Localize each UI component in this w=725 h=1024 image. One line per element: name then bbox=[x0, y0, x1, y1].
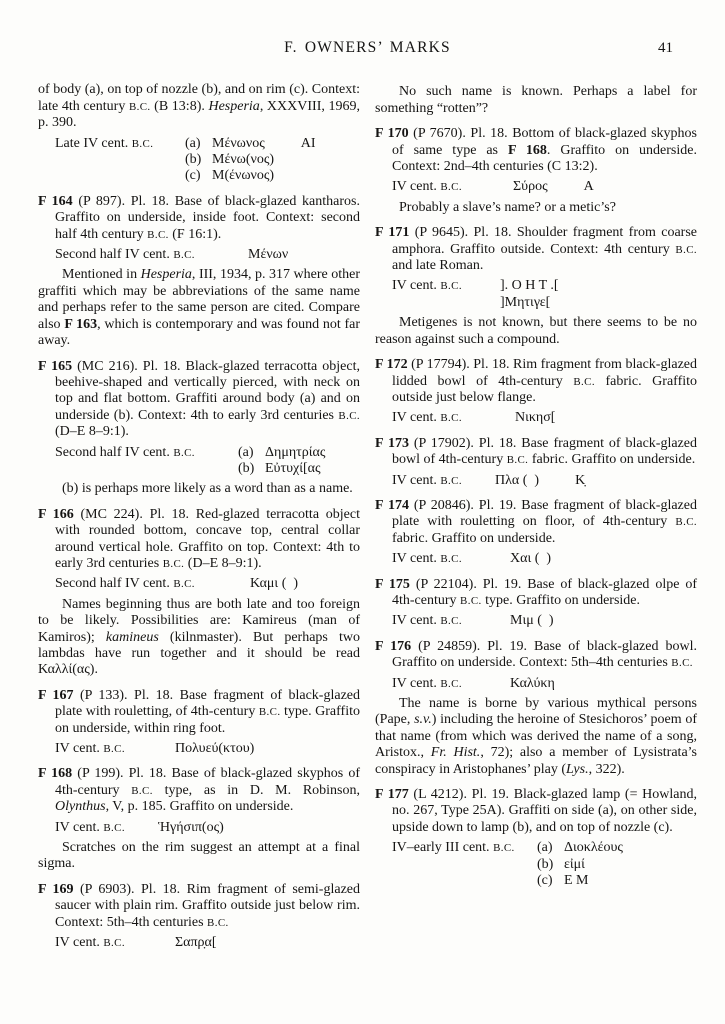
text-run: Lys. bbox=[566, 761, 589, 777]
catalog-entry bbox=[375, 436, 697, 469]
graffito-text bbox=[510, 676, 555, 692]
text-run: Second half IV cent. bbox=[55, 576, 174, 592]
graffito-block bbox=[375, 613, 697, 629]
text-run: (b) is perhaps more likely as a word than as a name. bbox=[62, 481, 353, 497]
text-run: B.C. bbox=[128, 100, 151, 113]
graffito-tag: (a) bbox=[537, 840, 553, 856]
greek-graffito: Πολυεύ(κτου) bbox=[175, 741, 255, 757]
text-run: (P 6903). Pl. 18. Rim fragment of semi-glazed saucer with plain rim. Graffito outside just below rim. Context: 5th–4th centuries bbox=[55, 881, 360, 930]
catalog-entry bbox=[38, 194, 360, 243]
text-run: (P 133). Pl. 18. Base fragment of black-glazed plate with rouletting, of 4th-century bbox=[55, 687, 360, 720]
text-run: (P 7670). Pl. 18. Bottom of black-glazed skyphos of same type as bbox=[392, 126, 697, 158]
graffito-text bbox=[500, 295, 550, 311]
text-run: F 170 bbox=[375, 126, 409, 142]
catalog-entry bbox=[375, 577, 697, 610]
page-title: F. OWNERS’ MARKS bbox=[284, 39, 451, 56]
text-run: (P 22104). Pl. 19. Base of black-glazed olpe of 4th-century bbox=[392, 576, 697, 608]
text-run: (F 16:1). bbox=[168, 226, 222, 242]
greek-graffito: Μιμ ( ) bbox=[510, 613, 554, 629]
text-run: B.C. bbox=[460, 594, 482, 607]
text-run: IV cent. bbox=[392, 278, 441, 294]
greek-graffito: ]. Ο Η Τ .[ bbox=[500, 278, 559, 294]
date-label bbox=[55, 445, 195, 461]
text-run: (P 24859). Pl. 19. Base of black-glazed bowl. Graffito on underside. Context: 5th–4th centuries bbox=[392, 638, 697, 671]
text-run: Late IV cent. bbox=[55, 135, 132, 151]
text-run: F 166 bbox=[38, 506, 74, 522]
date-label bbox=[55, 820, 125, 836]
graffito-block bbox=[38, 935, 360, 951]
text-run: B.C. bbox=[131, 784, 153, 797]
graffito-extra: Α bbox=[583, 179, 594, 195]
graffito-block bbox=[38, 445, 360, 478]
greek-graffito: Καμι ( ) bbox=[250, 576, 299, 592]
text-run: . Graffito on underside. Context: 2nd–4th centuries (C 13:2). bbox=[392, 142, 697, 175]
graffito-text bbox=[537, 840, 623, 856]
greek-graffito: Μένων bbox=[248, 247, 289, 263]
greek-graffito: Διοκλέους bbox=[564, 840, 623, 856]
catalog-entry bbox=[38, 688, 360, 737]
text-run: The name is borne by various mythical persons (Pape, bbox=[375, 696, 697, 728]
greek-graffito: Ε Μ bbox=[564, 873, 589, 889]
text-run: Fr. Hist. bbox=[430, 745, 481, 761]
graffito-tag: (c) bbox=[537, 873, 553, 889]
text-run: Olynthus bbox=[55, 799, 106, 815]
greek-graffito: ]Μητιγε[ bbox=[500, 294, 551, 310]
catalog-entry bbox=[38, 359, 360, 441]
graffito-extra: Κ̣ bbox=[575, 472, 586, 488]
greek-graffito: Καλύκη bbox=[510, 675, 555, 691]
graffito-row bbox=[375, 676, 697, 692]
text-run: , V, p. 185. Graffito on underside. bbox=[105, 799, 294, 815]
text-run: F 168 bbox=[38, 766, 73, 782]
graffito-text bbox=[185, 168, 274, 184]
graffito-text bbox=[510, 613, 554, 629]
text-run: fabric. Graffito outside just below flange. bbox=[392, 373, 698, 405]
comment-paragraph bbox=[375, 84, 697, 117]
text-run: F 171 bbox=[375, 225, 410, 241]
text-run: F 175 bbox=[375, 576, 410, 592]
graffito-tag: (b) bbox=[537, 856, 554, 872]
comment-paragraph bbox=[375, 696, 697, 778]
text-run: , III, 1934, p. 317 where other graffiti which may be abbreviations of the same name and perhaps refer to the same person are cited. Compare also bbox=[38, 267, 361, 332]
graffito-tag: (a) bbox=[238, 444, 254, 460]
text-run: B.C. bbox=[573, 375, 595, 388]
text-run: B.C. bbox=[131, 137, 154, 150]
catalog-entry bbox=[38, 507, 360, 573]
text-run: No such name is known. Perhaps a label for something “rotten”? bbox=[375, 84, 697, 116]
comment-paragraph bbox=[38, 597, 360, 679]
left-column bbox=[38, 82, 360, 955]
catalog-entry bbox=[375, 126, 697, 175]
catalog-entry bbox=[375, 357, 697, 406]
graffito-extra: ΑΙ bbox=[300, 135, 316, 151]
catalog-entry bbox=[375, 787, 697, 836]
text-run: B.C. bbox=[173, 249, 195, 262]
catalog-entry bbox=[375, 639, 697, 672]
text-run: Mentioned in bbox=[62, 267, 141, 283]
graffito-row bbox=[375, 857, 697, 873]
text-run: B.C. bbox=[103, 821, 125, 834]
text-run: (D–E 8–9:1). bbox=[184, 555, 262, 571]
graffito-row bbox=[375, 179, 697, 195]
text-run: B.C. bbox=[440, 181, 462, 194]
text-run: (P 897). Pl. 18. Base of black-glazed kantharos. Graffito on underside, inside foot. Context: second half 4th century bbox=[55, 193, 360, 242]
text-run: B.C. bbox=[440, 280, 462, 293]
text-run: IV cent. bbox=[392, 179, 441, 195]
text-run: Probably a slave’s name? or a metic’s? bbox=[399, 199, 616, 215]
text-run: B.C. bbox=[440, 553, 462, 566]
text-run: B.C. bbox=[671, 657, 693, 670]
catalog-entry bbox=[375, 498, 697, 547]
text-run: F 164 bbox=[38, 193, 73, 209]
text-run: IV cent. bbox=[55, 741, 104, 757]
comment-paragraph bbox=[375, 200, 697, 216]
greek-graffito: Μένωνος bbox=[212, 135, 265, 151]
graffito-block bbox=[375, 840, 697, 889]
text-run: F 173 bbox=[375, 435, 409, 451]
text-run: (D–E 8–9:1). bbox=[55, 424, 129, 440]
date-label bbox=[392, 278, 462, 294]
graffito-block bbox=[38, 741, 360, 757]
text-run: (P 17902). Pl. 18. Base fragment of black-glazed bowl of 4th-century bbox=[392, 435, 697, 468]
text-run: (kilnmaster). But perhaps two lambdas have run together and it should be read Καλλί(ας). bbox=[38, 629, 361, 678]
text-run: , 322). bbox=[588, 761, 625, 777]
graffito-block bbox=[375, 410, 697, 426]
graffito-text bbox=[238, 461, 321, 477]
text-run: B.C. bbox=[675, 516, 697, 529]
greek-graffito: Μένω(νος) bbox=[212, 152, 275, 168]
graffito-row bbox=[38, 461, 360, 477]
text-run: Hesperia bbox=[140, 267, 192, 283]
date-label bbox=[392, 473, 462, 489]
text-run: fabric. Graffito on underside. bbox=[392, 530, 556, 546]
graffito-text bbox=[248, 247, 288, 263]
greek-graffito: Σαπρ̣α[ bbox=[175, 935, 217, 951]
graffito-text bbox=[158, 820, 224, 836]
greek-graffito: Σύρος bbox=[513, 179, 548, 195]
graffito-text bbox=[185, 136, 316, 152]
comment-paragraph bbox=[38, 267, 360, 349]
date-label bbox=[392, 840, 515, 856]
text-run: (MC 216). Pl. 18. Black-glazed terracotta object, beehive-shaped and vertically pierced, with neck on top and flat bottom. Graffiti around body (a) and on underside (b). Context: 4th to early 3rd centuries bbox=[55, 358, 360, 423]
text-run: (P 17794). Pl. 18. Rim fragment from black-glazed lidded bowl of 4th-century bbox=[392, 357, 697, 389]
text-run: (MC 224). Pl. 18. Red-glazed terracotta object with rounded bottom, concave top, central collar around vertical hole. Graffito on top. Context: 4th to early 3rd centuries bbox=[55, 506, 360, 571]
graffito-row bbox=[375, 473, 697, 489]
text-run: IV cent. bbox=[392, 613, 441, 629]
graffito-text bbox=[500, 278, 559, 294]
text-run: B.C. bbox=[147, 228, 169, 241]
graffito-row bbox=[375, 551, 697, 567]
graffito-text bbox=[495, 473, 585, 489]
graffito-row bbox=[375, 840, 697, 856]
text-run: B.C. bbox=[440, 615, 462, 628]
text-run: F 167 bbox=[38, 687, 74, 703]
date-label bbox=[392, 676, 462, 692]
text-run: (P 199). Pl. 18. Base of black-glazed skyphos of 4th-century bbox=[55, 766, 360, 798]
two-column-text bbox=[38, 82, 697, 955]
graffito-row bbox=[38, 445, 360, 461]
text-run: , 72); also a member of Lysistrata’s conspiracy in Aristophanes’ play ( bbox=[375, 745, 697, 777]
text-run: IV cent. bbox=[55, 935, 104, 951]
text-run: B.C. bbox=[258, 706, 281, 719]
text-run: F 169 bbox=[38, 881, 74, 897]
text-run: ) including the heroine of Stesichoros’ poem of that name (from which was derived the name of a song, Aristox., bbox=[375, 712, 697, 761]
date-label bbox=[392, 179, 462, 195]
graffito-block bbox=[375, 179, 697, 195]
graffito-tag: (a) bbox=[185, 135, 201, 151]
date-label bbox=[392, 410, 462, 426]
text-run: Names beginning thus are both late and too foreign to be likely. Possibilities are: Kamireus (man of Kamiros); bbox=[38, 596, 360, 645]
graffito-row bbox=[375, 873, 697, 889]
comment-paragraph bbox=[375, 315, 697, 348]
graffito-row bbox=[38, 820, 360, 836]
text-run: F 176 bbox=[375, 638, 412, 654]
date-label bbox=[55, 741, 125, 757]
graffito-row bbox=[38, 576, 360, 592]
graffito-row bbox=[38, 935, 360, 951]
graffito-block bbox=[375, 676, 697, 692]
graffito-text bbox=[175, 935, 217, 951]
graffito-text bbox=[510, 551, 551, 567]
text-run: B.C. bbox=[440, 677, 462, 690]
text-run: B.C. bbox=[338, 409, 360, 422]
text-run: IV cent. bbox=[392, 472, 441, 488]
date-label bbox=[392, 551, 462, 567]
text-run: (L 4212). Pl. 19. Black-glazed lamp (= Howland, no. 267, Type 25A). Graffiti on side (a), on other side, upside down to lamp (b), and on top of nozzle (c). bbox=[392, 787, 697, 835]
graffito-text bbox=[238, 445, 325, 461]
text-run: type. Graffito on underside, within ring foot. bbox=[55, 704, 360, 736]
text-run: (P 20846). Pl. 19. Base fragment of black-glazed plate with rouletting on floor, of 4th-century bbox=[392, 497, 697, 530]
graffito-row bbox=[38, 168, 360, 184]
text-run: type. Graffito on underside. bbox=[481, 592, 641, 608]
greek-graffito: Μ(ένωνος) bbox=[212, 168, 275, 184]
text-run: (B 13:8). bbox=[150, 98, 209, 114]
graffito-row bbox=[38, 136, 360, 152]
graffito-text bbox=[537, 873, 589, 889]
text-run: IV–early III cent. bbox=[392, 840, 494, 856]
text-run: Scratches on the rim suggest an attempt at a final sigma. bbox=[38, 840, 360, 872]
graffito-row bbox=[375, 278, 697, 294]
text-run: Metigenes is not known, but there seems to be no reason against such a compound. bbox=[375, 315, 697, 347]
graffito-block bbox=[375, 473, 697, 489]
greek-graffito: εἰμί bbox=[564, 856, 585, 872]
text-run: (P 9645). Pl. 18. Shoulder fragment from coarse amphora. Graffito outside. Context: 4th century bbox=[392, 225, 697, 257]
graffito-block bbox=[38, 576, 360, 592]
text-run: F 172 bbox=[375, 357, 408, 373]
text-run: kamineus bbox=[105, 629, 159, 645]
greek-graffito: Πλα ( ) bbox=[495, 472, 540, 488]
graffito-text bbox=[515, 410, 555, 426]
greek-graffito: Δημητρίας bbox=[265, 444, 326, 460]
text-run: , XXXVIII, 1969, p. 390. bbox=[38, 98, 360, 131]
graffito-block bbox=[375, 551, 697, 567]
text-run: F 174 bbox=[375, 497, 409, 513]
text-run: IV cent. bbox=[55, 819, 104, 835]
greek-graffito: Εὐτυχί[ας bbox=[265, 460, 321, 476]
text-run: F 163 bbox=[64, 316, 98, 332]
text-run: of body (a), on top of nozzle (b), and on rim (c). Context: late 4th century bbox=[38, 82, 360, 114]
text-run: s.v. bbox=[414, 712, 432, 728]
graffito-row bbox=[375, 410, 697, 426]
graffito-block bbox=[38, 820, 360, 836]
comment-paragraph bbox=[38, 840, 360, 873]
text-run: B.C. bbox=[675, 243, 697, 256]
greek-graffito: Χαι ( ) bbox=[510, 551, 552, 567]
text-run: B.C. bbox=[162, 557, 185, 570]
graffito-text bbox=[175, 741, 254, 757]
graffito-tag: (b) bbox=[238, 460, 255, 476]
catalog-entry bbox=[38, 882, 360, 931]
text-run: B.C. bbox=[103, 937, 125, 950]
graffito-row bbox=[38, 741, 360, 757]
greek-graffito: Ἡγήσιπ(ος) bbox=[158, 819, 224, 835]
text-run: and late Roman. bbox=[392, 258, 484, 274]
text-run: Second half IV cent. bbox=[55, 444, 174, 460]
page-number: 41 bbox=[658, 40, 673, 56]
date-label bbox=[55, 247, 195, 263]
graffito-tag: (c) bbox=[185, 168, 201, 184]
text-run: IV cent. bbox=[392, 410, 441, 426]
greek-graffito: Νικησ[ bbox=[515, 410, 556, 426]
graffito-row bbox=[375, 613, 697, 629]
text-run: B.C. bbox=[506, 454, 529, 467]
text-run: type, as in D. M. Robinson, bbox=[152, 782, 361, 798]
text-run: F 168 bbox=[507, 142, 547, 158]
catalog-entry bbox=[375, 225, 697, 274]
text-run: IV cent. bbox=[392, 675, 441, 691]
text-run: B.C. bbox=[173, 578, 195, 591]
text-run: Second half IV cent. bbox=[55, 247, 174, 263]
page-header bbox=[38, 40, 697, 56]
graffito-text bbox=[537, 857, 585, 873]
right-column bbox=[375, 82, 697, 955]
graffito-row bbox=[375, 295, 697, 311]
text-run: IV cent. bbox=[392, 551, 441, 567]
text-run: Hesperia bbox=[208, 98, 260, 114]
text-run: B.C. bbox=[207, 916, 229, 929]
text-run: B.C. bbox=[173, 446, 195, 459]
text-run: F 177 bbox=[375, 787, 409, 803]
date-label bbox=[392, 613, 462, 629]
date-label bbox=[55, 935, 125, 951]
text-run: B.C. bbox=[493, 842, 515, 855]
continuation-paragraph bbox=[38, 82, 360, 131]
graffito-text bbox=[185, 152, 274, 168]
catalog-entry bbox=[38, 766, 360, 815]
graffito-block bbox=[38, 136, 360, 185]
text-run: fabric. Graffito on underside. bbox=[528, 452, 696, 468]
graffito-row bbox=[38, 247, 360, 263]
text-run: B.C. bbox=[103, 743, 125, 756]
text-run: B.C. bbox=[440, 474, 462, 487]
graffito-text bbox=[513, 179, 594, 195]
date-label bbox=[55, 576, 195, 592]
graffito-block bbox=[375, 278, 697, 311]
text-run: , which is contemporary and was found not far away. bbox=[38, 316, 360, 349]
graffito-row bbox=[38, 152, 360, 168]
graffito-block bbox=[38, 247, 360, 263]
text-run: F 165 bbox=[38, 358, 73, 374]
date-label bbox=[55, 136, 153, 152]
graffito-tag: (b) bbox=[185, 152, 202, 168]
comment-paragraph bbox=[38, 481, 360, 497]
text-run: B.C. bbox=[440, 412, 462, 425]
graffito-text bbox=[250, 576, 298, 592]
